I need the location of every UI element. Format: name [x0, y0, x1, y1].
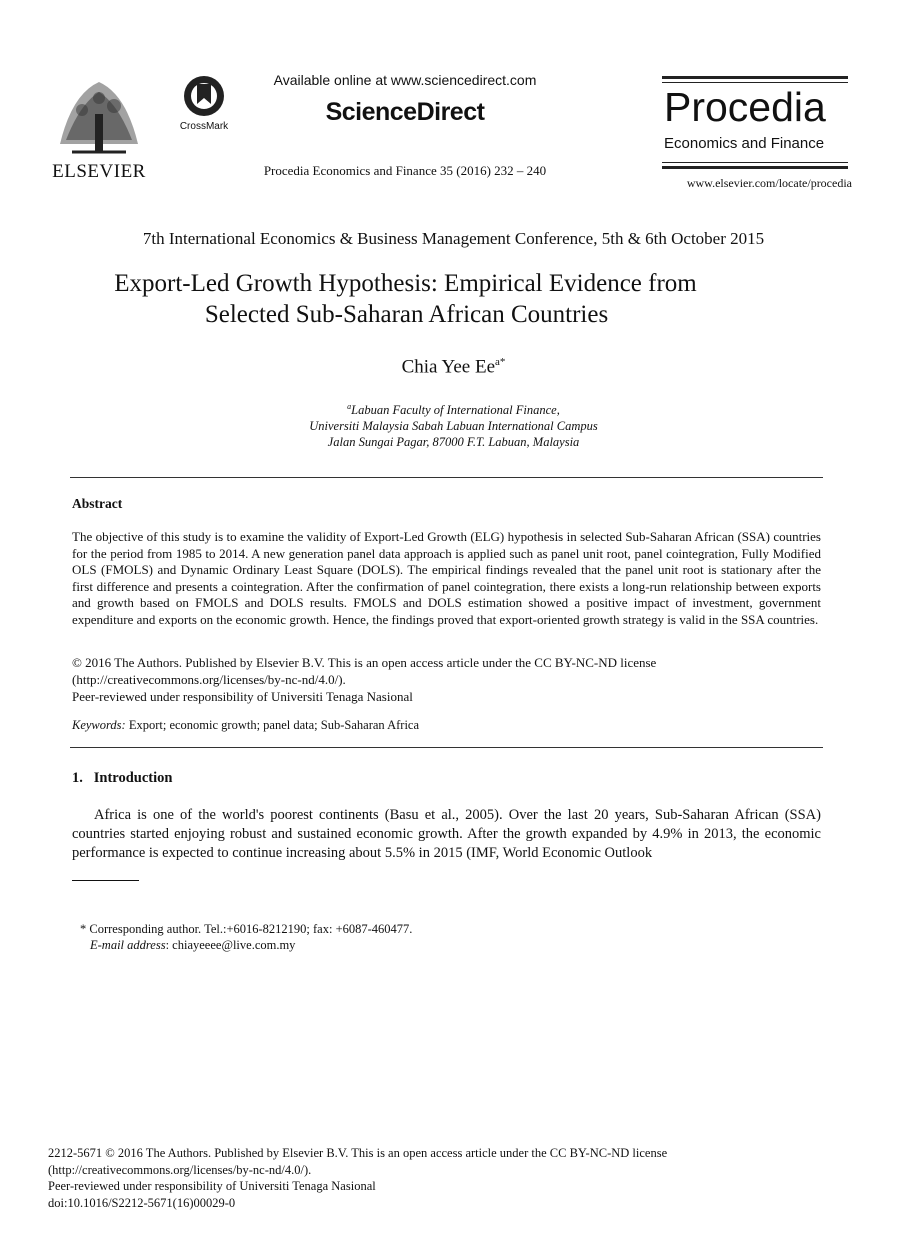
abstract-top-rule: [70, 477, 823, 478]
conference-line: 7th International Economics & Business Management Conference, 5th & 6th October 2015: [142, 229, 765, 248]
paper-title-line1: Export-Led Growth Hypothesis: Empirical Evidence from: [114, 270, 697, 297]
journal-logo-top-rule-2: [662, 82, 848, 83]
affiliation: [40, 399, 867, 450]
abstract-bottom-rule: [70, 747, 823, 748]
journal-logo-title: Procedia: [664, 84, 826, 130]
journal-logo-top-rule: [662, 76, 848, 79]
journal-logo-bottom-rule: [662, 162, 848, 163]
email-line: [80, 937, 780, 953]
footer-peer-review: Peer-reviewed under responsibility of Universiti Tenaga Nasional: [48, 1179, 376, 1193]
footnote-rule: [72, 880, 139, 881]
elsevier-tree-icon: [52, 74, 146, 158]
elsevier-logo: [52, 74, 146, 182]
abstract-body: The objective of this study is to examine the validity of Export-Led Growth (ELG) hypothesis in selected Sub-Saharan African (SSA) countries for the period from 1985 to 2014. A new generation panel data approach is applied such as panel unit root, panel cointegration, Fully Modified OLS (FMOLS) and Dynamic Ordinary Least Square (DOLS). The empirical findings revealed that the panel unit root is stationary after the first difference and presents a cointegration. After the confirmation of panel cointegration, there exists a long-run relationship between exports and growth based on FMOLS and DOLS results. FMOLS and DOLS estimation showed a positive impact of investment, government expenditure and exports on the economic growth. Hence, the findings proved that export-oriented growth strategy is valid in the SSA countries.: [72, 529, 821, 627]
email-label: E-mail address: [90, 938, 166, 952]
available-online: Available online at www.sciencedirect.com: [273, 72, 537, 88]
author-line: [40, 356, 867, 378]
affiliation-line3: Jalan Sungai Pagar, 87000 F.T. Labuan, Malaysia: [327, 435, 580, 450]
keywords-label: Keywords:: [72, 718, 126, 732]
journal-logo-bottom-rule-2: [662, 166, 848, 169]
peer-review-line: Peer-reviewed under responsibility of Universiti Tenaga Nasional: [72, 689, 413, 704]
paper-title-line2: Selected Sub-Saharan African Countries: [204, 301, 609, 328]
affiliation-line1: $^a$Labuan Faculty of International Finance,: [347, 402, 560, 418]
page-footer: [48, 1145, 848, 1211]
paper-title: [60, 268, 847, 330]
intro-paragraph: Africa is one of the world's poorest continents (Basu et al., 2005). Over the last 20 years, Sub-Saharan African (SSA) countries started enjoying robust and sustained economic growth. After the growth expanded by 4.9% in 2013, the economic performance is expected to continue increasing about 5.5% in 2015 (IMF, World Economic Outlook: [72, 807, 821, 861]
journal-url[interactable]: www.elsevier.com/locate/procedia: [686, 176, 852, 190]
crossmark-icon: [181, 74, 227, 118]
elsevier-wordmark: ELSEVIER: [52, 161, 146, 182]
sciencedirect-brand: ScienceDirect: [325, 98, 485, 126]
copyright-block: [72, 654, 821, 705]
copyright-line: © 2016 The Authors. Published by Elsevier B.V. This is an open access article under the CC BY-NC-ND license: [72, 655, 657, 670]
affiliation-line2: Universiti Malaysia Sabah Labuan International Campus: [309, 419, 598, 434]
email-address[interactable]: : chiayeeee@live.com.my: [165, 938, 296, 952]
author-name: Chia Yee Ee: [401, 356, 495, 378]
journal-logo-subtitle: Economics and Finance: [664, 135, 825, 152]
footer-license-link[interactable]: (http://creativecommons.org/licenses/by-nc-nd/4.0/).: [48, 1162, 312, 1177]
affiliation-marker: a: [347, 402, 352, 411]
author-marker: a*: [495, 356, 506, 368]
section-heading: 1. Introduction: [72, 770, 173, 786]
keywords-list: Export; economic growth; panel data; Sub-Saharan Africa: [125, 718, 420, 732]
footnote: [80, 921, 780, 953]
crossmark-label: CrossMark: [179, 121, 229, 132]
journal-citation: Procedia Economics and Finance 35 (2016) 232 – 240: [263, 163, 547, 178]
footer-issn-line: 2212-5671 © 2016 The Authors. Published by Elsevier B.V. This is an open access article under the CC BY-NC-ND license: [48, 1146, 668, 1160]
abstract-heading: Abstract: [72, 496, 123, 511]
corresponding-author: * Corresponding author. Tel.:+6016-8212190; fax: +6087-460477.: [80, 922, 413, 936]
crossmark-logo[interactable]: [176, 74, 232, 134]
footer-doi[interactable]: doi:10.1016/S2212-5671(16)00029-0: [48, 1195, 236, 1210]
license-link[interactable]: (http://creativecommons.org/licenses/by-nc-nd/4.0/).: [72, 672, 346, 687]
keywords: [72, 718, 821, 733]
